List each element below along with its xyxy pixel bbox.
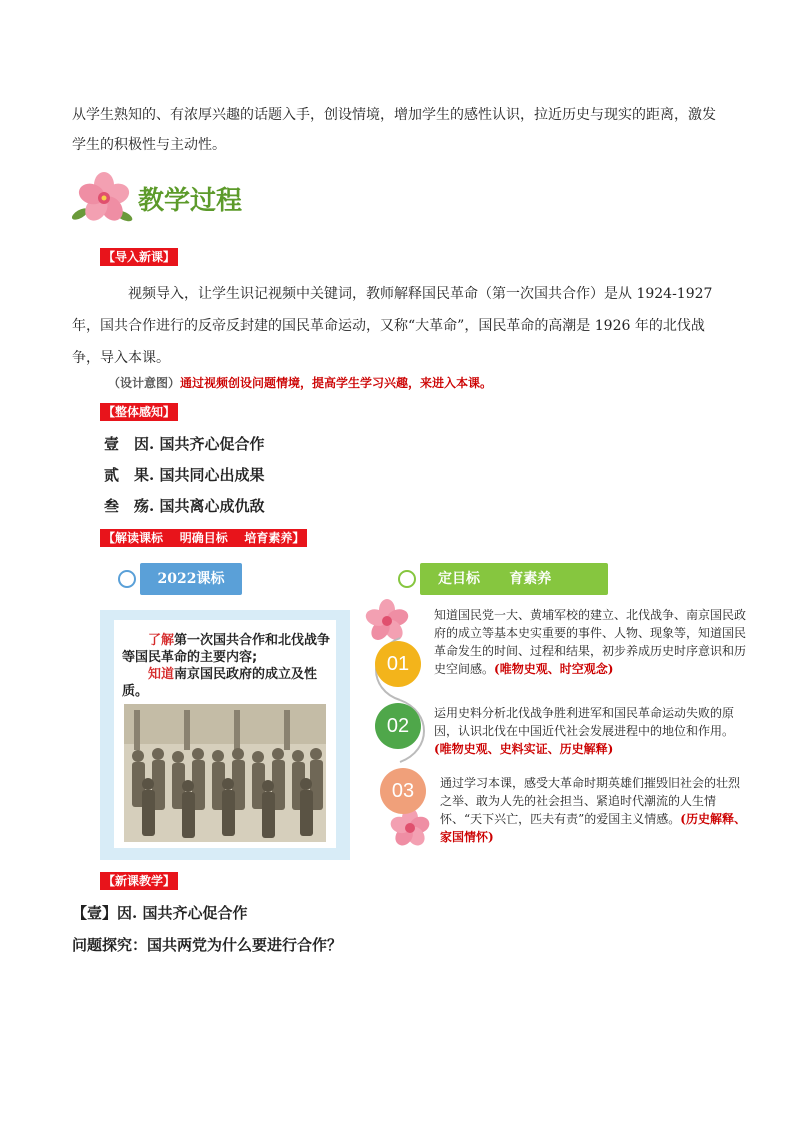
- toc-item: [104, 433, 264, 454]
- flower-icon: [72, 170, 136, 228]
- section1-heading: 【壹】因. 国共齐心促合作: [72, 904, 248, 922]
- dot-icon: [118, 570, 136, 588]
- design-intent-prefix: （设计意图）: [108, 376, 181, 390]
- objective-number: 03: [380, 768, 426, 814]
- curriculum-pill: 2022课标: [140, 563, 242, 595]
- toc-num: 贰: [104, 466, 120, 484]
- curriculum-text: [122, 632, 332, 700]
- toc-text: 殇. 国共离心成仇敌: [134, 497, 265, 515]
- objectives-pill: 定目标 育素养: [420, 563, 608, 595]
- tag-new-lesson: 【新课教学】: [100, 872, 178, 890]
- highlight-understand: 了解: [148, 633, 175, 648]
- section-title: 教学过程: [138, 186, 243, 216]
- intro-lesson-paragraph: 视频导入，让学生识记视频中关键词，教师解释国民革命（第一次国共合作）是从 1924-1927 年，国共合作进行的反帝反封建的国民革命运动，又称“大革命”，国民革命的高潮是 1926 年的北伐战争，导入本课。: [72, 286, 713, 366]
- objective-desc: 通过学习本课，感受大革命时期英雄们摧毁旧社会的壮烈之举、敢为人先的社会担当、紧追时代潮流的人生情怀、“天下兴亡，匹夫有责”的爱国主义情感。: [440, 776, 741, 826]
- objective-desc: 知道国民党一大、黄埔军校的建立、北伐战争、南京国民政府的成立等基本史实重要的事件、人物、现象等，知道国民革命发生的时间、过程和结果，初步养成历史时序意识和历史空间感。: [434, 608, 747, 676]
- toc-text: 因. 国共齐心促合作: [134, 435, 265, 453]
- highlight-know: 知道: [148, 667, 175, 682]
- objective-literacy: (历史解释、家国情怀): [440, 812, 746, 844]
- curriculum-panel: [100, 610, 350, 860]
- intro-paragraph: 从学生熟知的、有浓厚兴趣的话题入手，创设情境，增加学生的感性认识，拉近历史与现实的距离，激发学生的积极性与主动性。: [72, 107, 716, 153]
- tag-standards: 【解读课标 明确目标 培育素养】: [100, 529, 307, 547]
- objective-text: [440, 774, 746, 846]
- toc-item: [104, 464, 264, 485]
- objective-number: 01: [375, 641, 421, 687]
- toc-num: 叁: [104, 497, 120, 515]
- toc-num: 壹: [104, 435, 120, 453]
- design-intent: [108, 374, 492, 391]
- curriculum-line2: 南京国民政府的成立及性质。: [122, 667, 318, 699]
- toc-text: 果. 国共同心出成果: [134, 466, 265, 484]
- design-intent-text: 通过视频创设问题情境，提高学生学习兴趣，来进入本课。: [180, 376, 493, 390]
- objective-literacy: (唯物史观、时空观念): [494, 662, 614, 676]
- historical-photo: [124, 704, 326, 842]
- objective-text: [434, 606, 746, 678]
- objective-number: 02: [375, 703, 421, 749]
- curriculum-line1: 第一次国共合作和北伐战争等国民革命的主要内容;: [122, 633, 331, 665]
- tag-intro: 【导入新课】: [100, 248, 178, 266]
- dot-icon: [398, 570, 416, 588]
- objective-text: [434, 704, 746, 758]
- objective-literacy: (唯物史观、史料实证、历史解释): [434, 742, 614, 756]
- inquiry-question: 问题探究：国共两党为什么要进行合作？: [72, 936, 343, 954]
- tag-overall: 【整体感知】: [100, 403, 178, 421]
- objective-desc: 运用史料分析北伐战争胜利进军和国民革命运动失败的原因，认识北伐在中国近代社会发展进程中的地位和作用。: [434, 706, 735, 738]
- toc-item: [104, 495, 264, 516]
